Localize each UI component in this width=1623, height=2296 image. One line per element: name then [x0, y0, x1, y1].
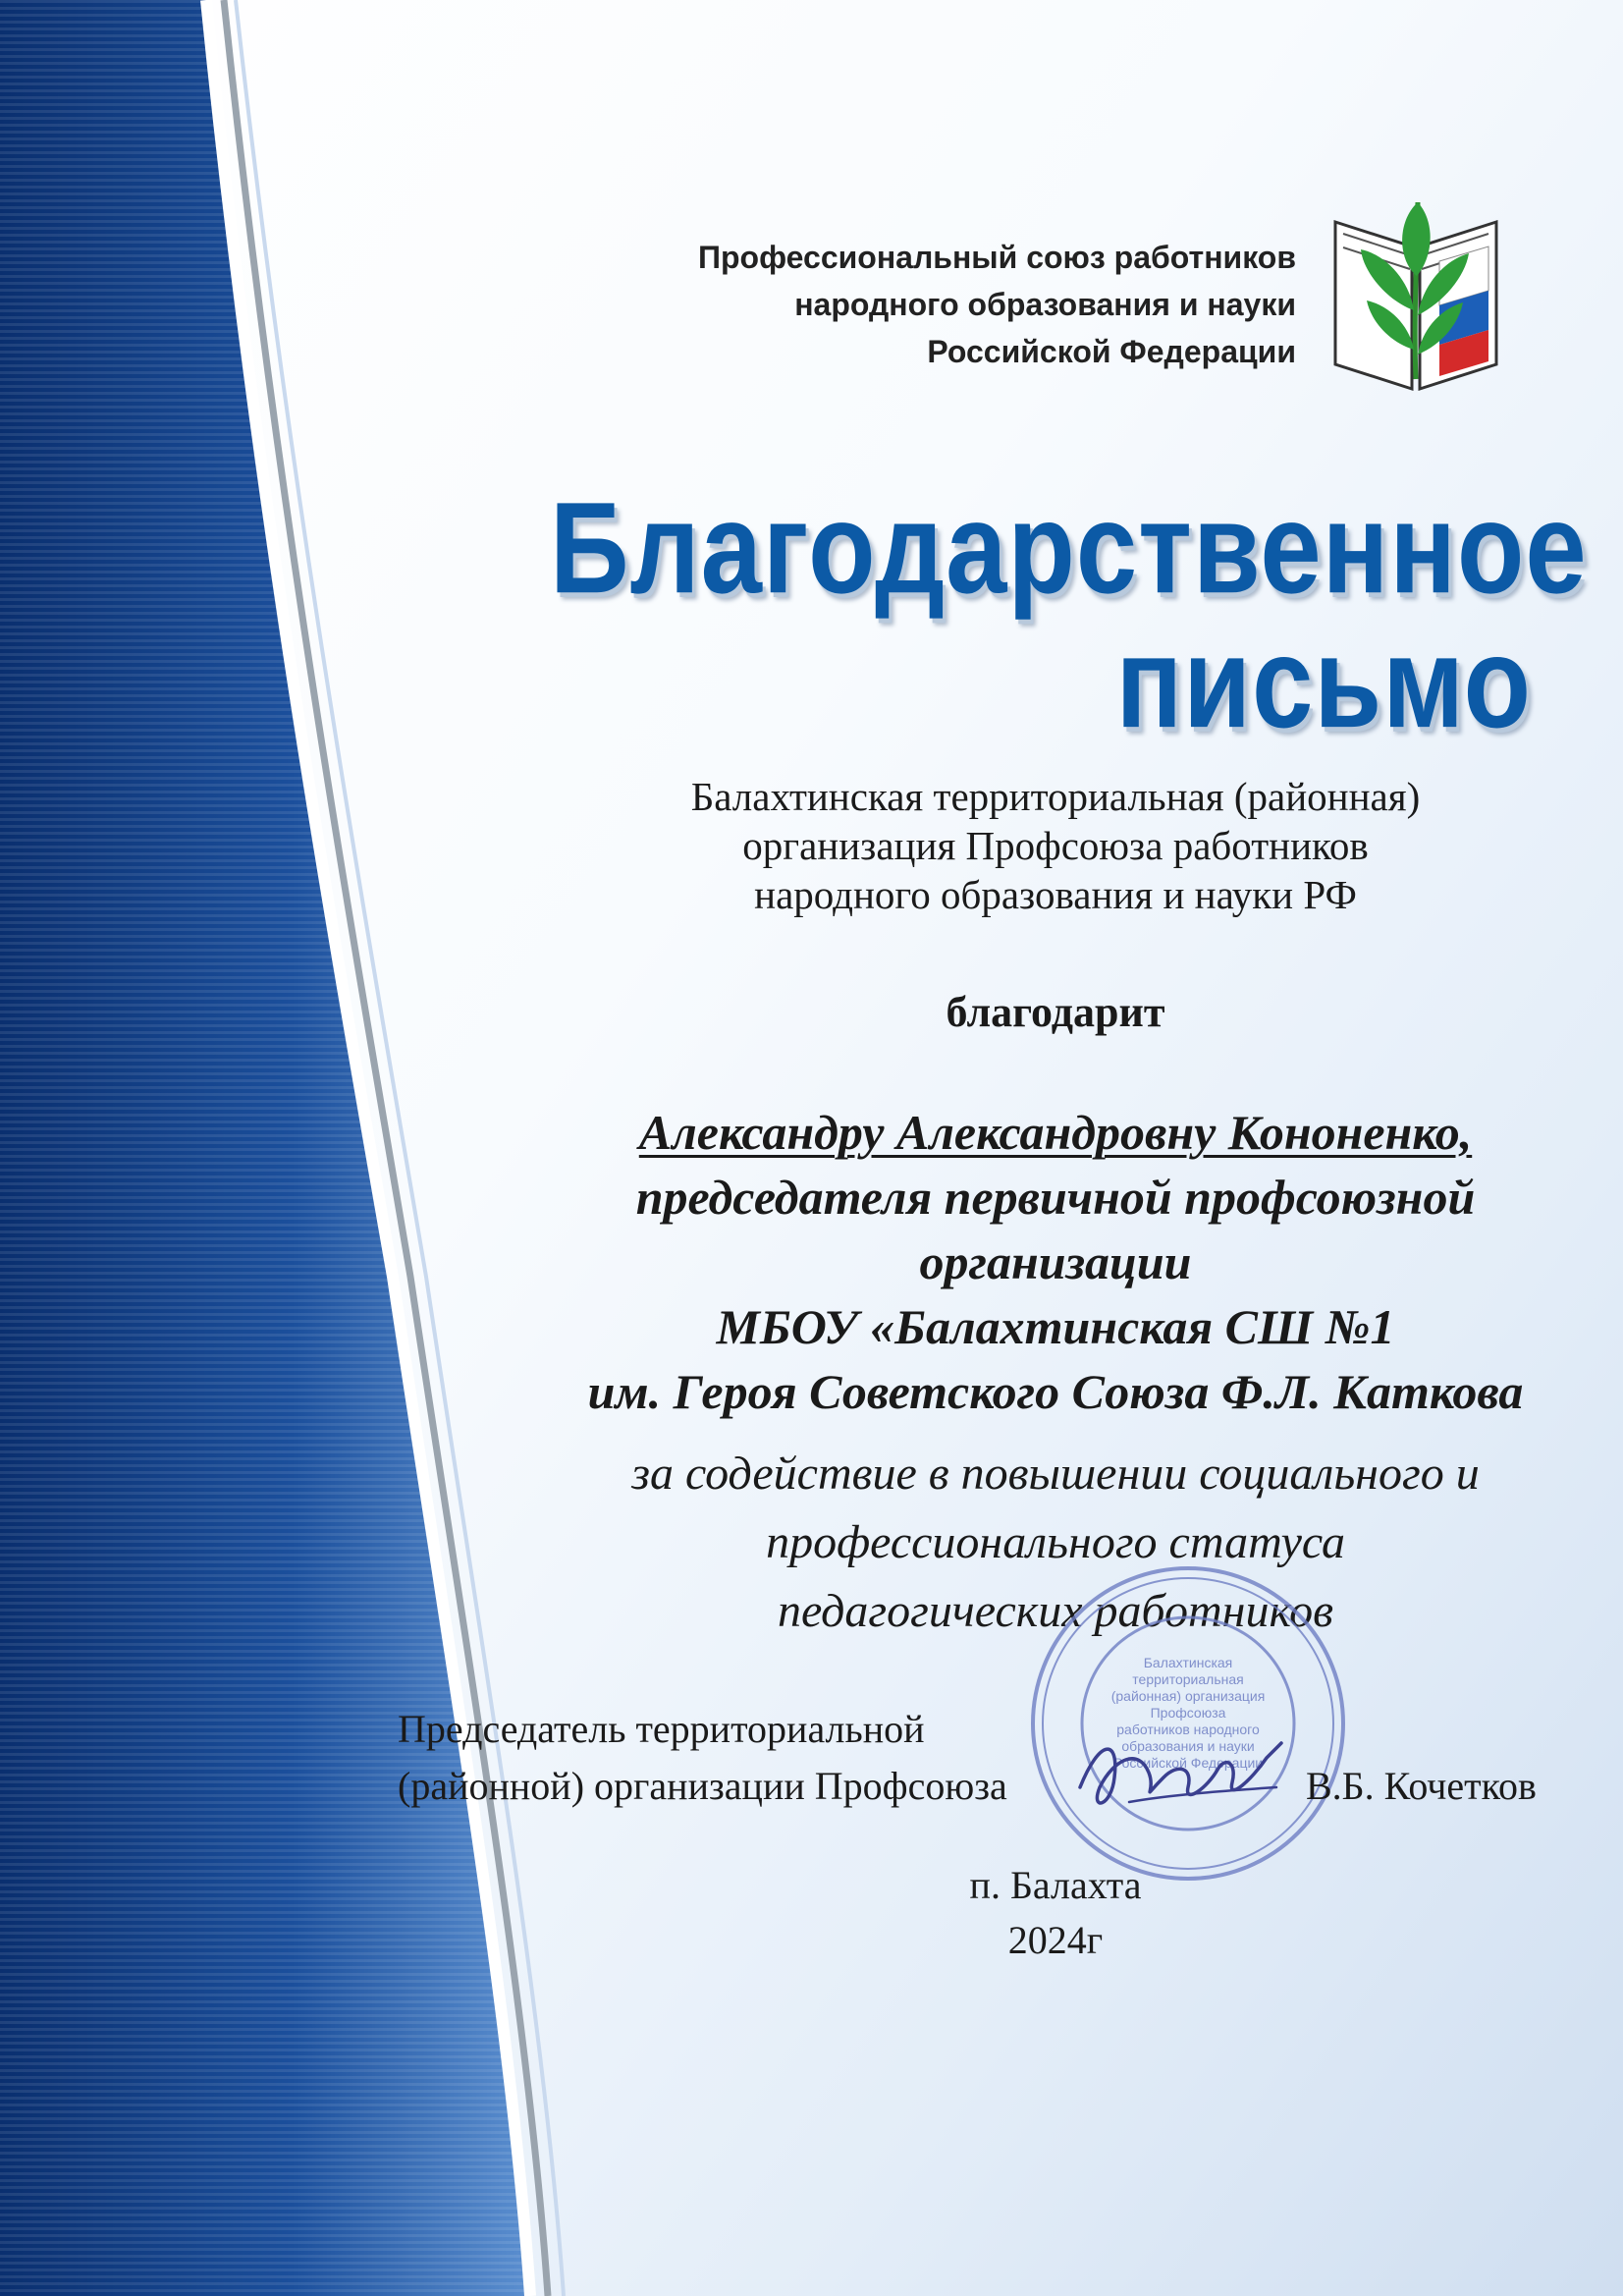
issuing-organization	[432, 772, 1623, 919]
stamp-line-7: Российской Федерации	[1112, 1755, 1264, 1771]
signer-title-line-1: Председатель территориальной	[398, 1707, 925, 1751]
place-name: п. Балахта	[969, 1863, 1142, 1907]
stamp-line-2: территориальная	[1132, 1671, 1244, 1687]
year: 2024г	[1007, 1918, 1104, 1962]
recipient-position-line-4: им. Героя Советского Союза Ф.Л. Каткова	[587, 1364, 1524, 1419]
stamp-line-6: образования и науки	[1121, 1738, 1255, 1754]
place-and-year	[432, 1858, 1623, 1968]
profsoyuz-emblem-icon	[1327, 192, 1504, 399]
union-header-line-1: Профессиональный союз работников	[697, 240, 1296, 275]
union-header-line-2: народного образования и науки	[794, 287, 1296, 322]
union-header	[609, 234, 1296, 375]
title-line-2: письмо	[1115, 609, 1532, 755]
organization-line-3: народного образования и науки РФ	[754, 872, 1357, 917]
reason-line-3: педагогических работников	[778, 1585, 1333, 1637]
stamp-line-4: Профсоюза	[1150, 1705, 1226, 1721]
title-line-1: Благодарственное	[550, 475, 1588, 621]
signer-title-line-2: (районной) организации Профсоюза	[398, 1764, 1007, 1808]
signer-title	[398, 1701, 1085, 1815]
recipient-block	[432, 1100, 1623, 1424]
recipient-name: Александру Александровну Кононенко,	[638, 1105, 1473, 1160]
organization-line-1: Балахтинская территориальная (районная)	[690, 774, 1421, 819]
union-header-line-3: Российской Федерации	[927, 334, 1296, 369]
organization-line-2: организация Профсоюза работников	[742, 823, 1369, 868]
reason-line-2: профессионального статуса	[766, 1516, 1345, 1568]
reason-line-1: за содействие в повышении социального и	[631, 1448, 1480, 1500]
recipient-position-line-1: председателя первичной профсоюзной	[635, 1170, 1476, 1225]
recipient-position-line-3: МБОУ «Балахтинская СШ №1	[716, 1299, 1395, 1354]
stamp-line-3: (районная) организация	[1110, 1688, 1266, 1704]
certificate-title	[550, 475, 1588, 755]
recipient-position-line-2: организации	[919, 1234, 1192, 1289]
thanks-word: благодарит	[946, 988, 1165, 1036]
stamp-line-1: Балахтинская	[1143, 1655, 1233, 1670]
stamp-line-5: работников народного	[1116, 1722, 1260, 1737]
handwritten-signature	[1070, 1719, 1296, 1827]
signer-name: В.Б. Кочетков	[1306, 1764, 1537, 1808]
